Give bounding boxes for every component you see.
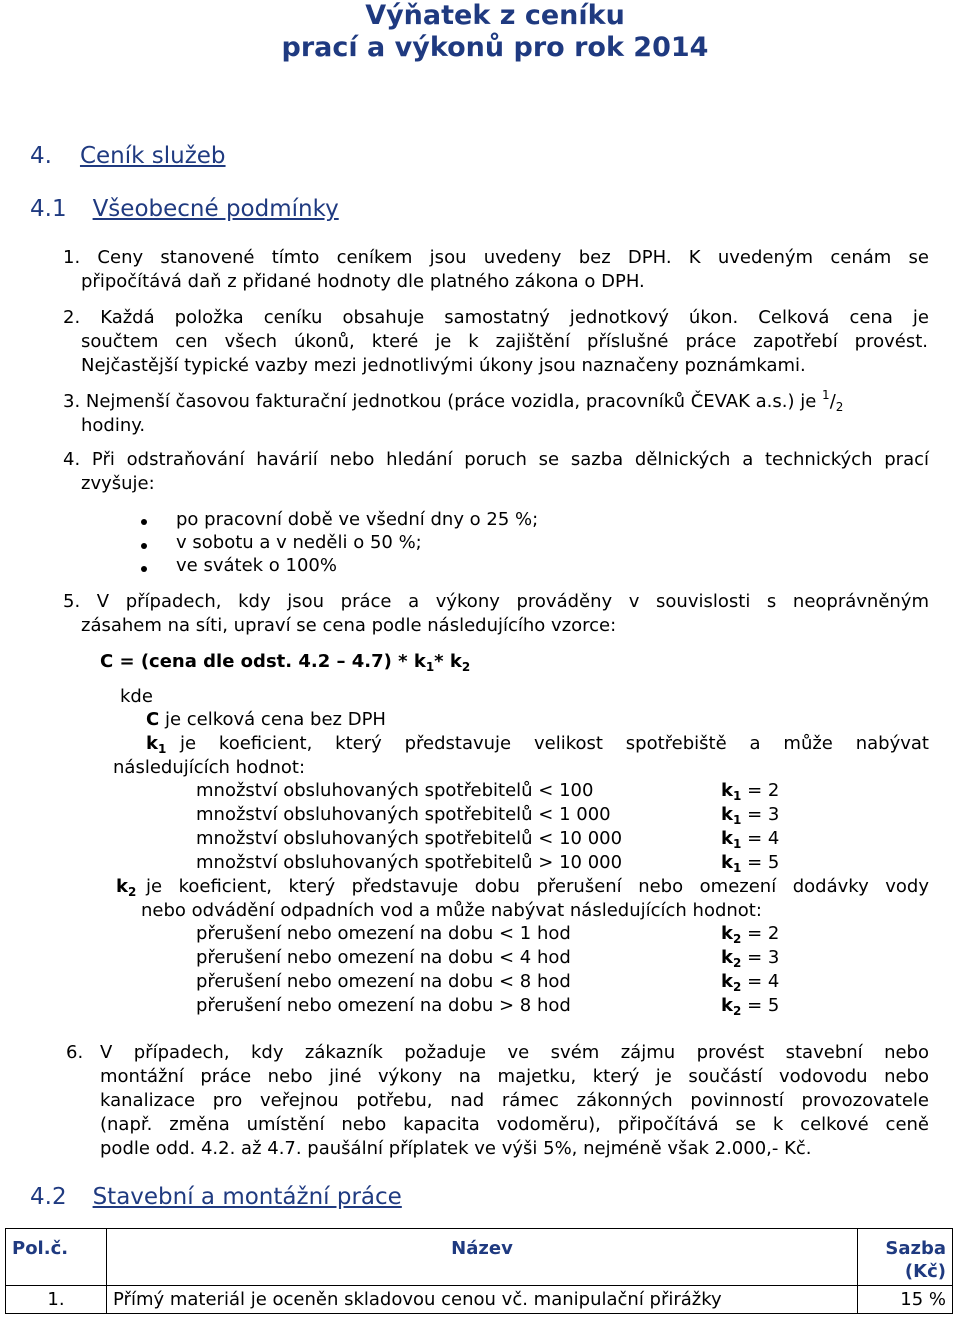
k1-description: je koeficient, který představuje velikost spotřebiště a může nabývat xyxy=(180,733,929,754)
cell-pol: 1. xyxy=(6,1286,107,1314)
item-5-line-1: 5. V případech, kdy jsou práce a výkony prováděny v souvislosti s neoprávněným xyxy=(63,591,929,612)
k1-symbol xyxy=(146,732,166,757)
formula-sub-1: 1 xyxy=(425,660,435,674)
item-4-line-2: zvyšuje: xyxy=(81,473,155,494)
k2-description-2: nebo odvádění odpadních vod a může nabývat následujících hodnot: xyxy=(141,900,762,921)
section-4-heading xyxy=(30,142,226,170)
c-description: je celková cena bez DPH xyxy=(164,709,386,730)
item-6-line-3: kanalizace pro veřejnou potřebu, nad rámec zákonných povinností provozovatele xyxy=(100,1090,929,1111)
bullet-icon xyxy=(141,566,147,572)
item-2-line-3: Nejčastější typické vazby mezi jednotlivými úkony jsou naznačeny poznámkami. xyxy=(81,355,806,376)
price-table xyxy=(5,1228,953,1314)
section-42-label: Stavební a montážní práce xyxy=(92,1184,402,1210)
k2-symbol xyxy=(116,875,136,900)
c-symbol: C xyxy=(146,709,160,730)
k2-rows-condition: přerušení nebo omezení na dobu > 8 hod xyxy=(196,995,571,1016)
cell-nazev: Přímý materiál je oceněn skladovou cenou vč. manipulační přirážky xyxy=(107,1286,858,1314)
fraction-numerator: 1 xyxy=(822,388,830,402)
k2-rows-condition: přerušení nebo omezení na dobu < 4 hod xyxy=(196,947,571,968)
k1-rows-value: $k_1 = 4$ xyxy=(721,828,780,851)
k1-rows-condition: množství obsluhovaných spotřebitelů < 1 000 xyxy=(196,804,611,825)
section-41-heading xyxy=(30,195,339,223)
k2-rows-condition: přerušení nebo omezení na dobu < 8 hod xyxy=(196,971,571,992)
item-6-number: 6. xyxy=(66,1042,84,1063)
item-1-line-2: připočítává daň z přidané hodnoty dle platného zákona o DPH. xyxy=(81,271,645,292)
header-nazev: Název xyxy=(107,1229,858,1286)
header-pol: Pol.č. xyxy=(6,1229,107,1286)
k1-rows-condition: množství obsluhovaných spotřebitelů > 10 000 xyxy=(196,852,623,873)
item-6-line-4: (např. změna umístění nebo kapacita vodoměru), připočítává se k celkové ceně xyxy=(100,1114,929,1135)
k1-rows-condition: množství obsluhovaných spotřebitelů < 100 xyxy=(196,780,594,801)
formula-mid: * k xyxy=(434,651,462,672)
table-row xyxy=(6,1286,953,1314)
table-header-row xyxy=(6,1229,953,1286)
section-41-label: Všeobecné podmínky xyxy=(92,196,339,222)
cell-sazba: 15 % xyxy=(858,1286,953,1314)
k2-rows-value: $k_2 = 5$ xyxy=(721,995,780,1018)
bullet-item-1: po pracovní době ve všední dny o 25 %; xyxy=(176,509,539,530)
bullet-item-3: ve svátek o 100% xyxy=(176,555,337,576)
item-6-line-1: V případech, kdy zákazník požaduje ve svém zájmu provést stavební nebo xyxy=(100,1042,929,1063)
item-3-line-2: hodiny. xyxy=(81,415,146,436)
item-2-line-1: 2. Každá položka ceníku obsahuje samostatný jednotkový úkon. Celková cena je xyxy=(63,307,929,328)
bullet-icon xyxy=(141,543,147,549)
item-1-line-1: 1. Ceny stanovené tímto ceníkem jsou uvedeny bez DPH. K uvedeným cenám se xyxy=(63,247,929,268)
item-3-line-1: 3. Nejmenší časovou fakturační jednotkou (práce vozidla, pracovníků ČEVAK a.s.) je $^1/_2$ xyxy=(63,388,844,414)
section-41-number: 4.1 xyxy=(30,196,67,222)
k2-rows-value: $k_2 = 4$ xyxy=(721,971,780,994)
header-sazba xyxy=(858,1229,953,1286)
kde-label: kde xyxy=(120,686,153,707)
header-sazba-label: Sazba xyxy=(885,1238,946,1259)
document-title-line2: prací a výkonů pro rok 2014 xyxy=(281,32,709,63)
item-6-line-5: podle odd. 4.2. až 4.7. paušální příplatek ve výši 5%, nejméně však 2.000,- Kč. xyxy=(100,1138,812,1159)
k1-description-2: následujících hodnot: xyxy=(113,757,306,778)
header-sazba-unit: (Kč) xyxy=(904,1261,946,1282)
fraction-denominator: 2 xyxy=(835,400,844,414)
k1-rows-condition: množství obsluhovaných spotřebitelů < 10 000 xyxy=(196,828,623,849)
k2-symbol-letter: k xyxy=(116,876,128,897)
item-3-text: 3. Nejmenší časovou fakturační jednotkou (práce vozidla, pracovníků ČEVAK a.s.) je xyxy=(63,391,817,412)
section-42-number: 4.2 xyxy=(30,1184,67,1210)
section-4-number: 4. xyxy=(30,143,52,169)
k2-description: je koeficient, který představuje dobu přerušení nebo omezení dodávky vody xyxy=(146,876,929,897)
k2-rows-condition: přerušení nebo omezení na dobu < 1 hod xyxy=(196,923,571,944)
c-definition xyxy=(146,708,386,732)
formula-sub-2: 2 xyxy=(461,660,471,674)
document-title-line1: Výňatek z ceníku xyxy=(365,0,625,31)
k1-symbol-sub: 1 xyxy=(157,742,167,756)
price-formula xyxy=(100,650,470,675)
k1-rows-value: $k_1 = 3$ xyxy=(721,804,780,827)
formula-text: C = (cena dle odst. 4.2 – 4.7) * k xyxy=(100,651,426,672)
k1-rows-value: $k_1 = 5$ xyxy=(721,852,780,875)
k2-symbol-sub: 2 xyxy=(127,885,137,899)
section-4-label: Ceník služeb xyxy=(79,143,226,169)
k1-rows-value: $k_1 = 2$ xyxy=(721,780,780,803)
item-2-line-2: součtem cen všech úkonů, které je k zajištění příslušné práce zapotřebí provést. xyxy=(81,331,928,352)
k2-rows-value: $k_2 = 3$ xyxy=(721,947,780,970)
k2-rows-value: $k_2 = 2$ xyxy=(721,923,780,946)
item-4-line-1: 4. Při odstraňování havárií nebo hledání poruch se sazba dělnických a technických prací xyxy=(63,449,929,470)
section-42-heading xyxy=(30,1183,402,1211)
k1-symbol-letter: k xyxy=(146,733,158,754)
item-6-line-2: montážní práce nebo jiné výkony na majetku, který je součástí vodovodu nebo xyxy=(100,1066,929,1087)
bullet-icon xyxy=(141,519,147,525)
item-5-line-2: zásahem na síti, upraví se cena podle následujícího vzorce: xyxy=(81,615,617,636)
bullet-item-2: v sobotu a v neděli o 50 %; xyxy=(176,532,422,553)
